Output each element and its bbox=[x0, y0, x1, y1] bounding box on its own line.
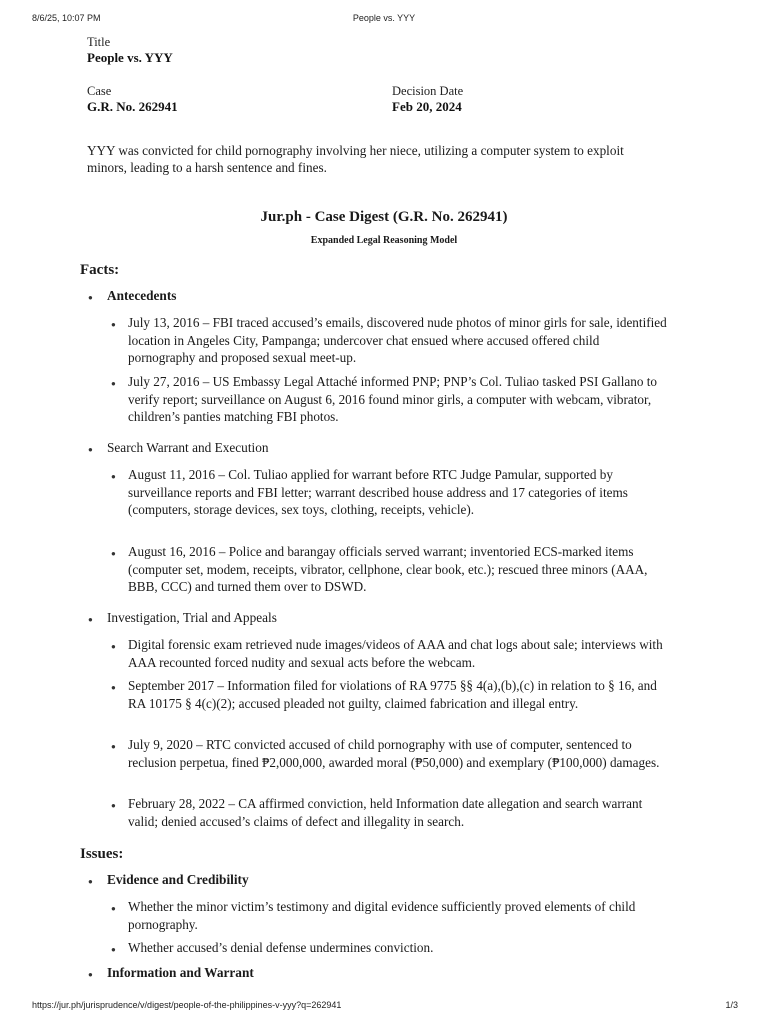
bullet-icon: ● bbox=[88, 615, 93, 624]
bullet-icon: ● bbox=[88, 293, 93, 302]
case-label: Case bbox=[87, 84, 112, 98]
bullet-icon: ● bbox=[111, 945, 116, 954]
digest-title: Jur.ph - Case Digest (G.R. No. 262941) bbox=[260, 209, 508, 225]
digest-subtitle: Expanded Legal Reasoning Model bbox=[310, 235, 458, 246]
issues-heading: Issues: bbox=[80, 846, 124, 862]
bullet-icon: ● bbox=[111, 904, 116, 913]
list-item: July 27, 2016 – US Embassy Legal Attaché informed PNP; PNP’s Col. Tuliao tasked PSI Gallano to verify report; surveillance on August 6, 2016 found minor girls, a computer with webcam, vibrator, children’s panties matching FBI photos. bbox=[128, 374, 657, 424]
list-item: Whether the minor victim’s testimony and digital evidence sufficiently proved elements of child pornography. bbox=[128, 899, 636, 932]
list-item: February 28, 2022 – CA affirmed conviction, held Information date allegation and search warrant valid; denied accused’s claims of defect and illegality in search. bbox=[128, 796, 643, 829]
print-header bbox=[0, 13, 768, 25]
list-item: September 2017 – Information filed for violations of RA 9775 §§ 4(a),(b),(c) in relation to § 16, and RA 10175 § 4(c)(2); accused pleaded not guilty, claimed fabrication and illegal entry. bbox=[128, 678, 657, 711]
bullet-icon: ● bbox=[111, 642, 116, 651]
bullet-icon: ● bbox=[88, 445, 93, 454]
bullet-icon: ● bbox=[88, 970, 93, 979]
list-item: Digital forensic exam retrieved nude images/videos of AAA and chat logs about sale; interviews with AAA recounted forced nudity and sexual acts before the webcam. bbox=[128, 637, 663, 670]
title-label: Title bbox=[87, 35, 111, 49]
facts-topic-search-warrant: Search Warrant and Execution bbox=[107, 440, 269, 455]
case-summary: YYY was convicted for child pornography involving her niece, utilizing a computer system to exploit minors, leading to a harsh sentence and fines. bbox=[87, 143, 624, 175]
case-value: G.R. No. 262941 bbox=[87, 99, 178, 114]
list-item: Whether accused’s denial defense undermines conviction. bbox=[128, 940, 434, 955]
bullet-icon: ● bbox=[111, 549, 116, 558]
decision-date-label: Decision Date bbox=[392, 84, 464, 98]
title-value: People vs. YYY bbox=[87, 50, 173, 65]
issues-topic-information-warrant: Information and Warrant bbox=[107, 965, 254, 980]
print-footer bbox=[0, 1000, 768, 1012]
bullet-icon: ● bbox=[111, 801, 116, 810]
facts-heading: Facts: bbox=[80, 262, 120, 278]
facts-topic-antecedents: Antecedents bbox=[107, 288, 177, 303]
bullet-icon: ● bbox=[111, 320, 116, 329]
facts-topic-investigation: Investigation, Trial and Appeals bbox=[107, 610, 277, 625]
print-title: People vs. YYY bbox=[352, 13, 416, 23]
bullet-icon: ● bbox=[88, 877, 93, 886]
page-url: https://jur.ph/jurisprudence/v/digest/people-of-the-philippines-v-yyy?q=262941 bbox=[32, 1000, 342, 1010]
list-item: August 16, 2016 – Police and barangay officials served warrant; inventoried ECS-marked items (computer set, modem, receipts, vibrator, cellphone, clear book, etc.); rescued three minors (AAA, BBB, CCC) and turned them over to DSWD. bbox=[128, 544, 648, 594]
list-item: July 9, 2020 – RTC convicted accused of child pornography with use of computer, sentenced to reclusion perpetua, fined ₱2,000,000, awarded moral (₱50,000) and exemplary (₱100,000) damages. bbox=[128, 737, 660, 770]
issues-topic-evidence: Evidence and Credibility bbox=[107, 872, 249, 887]
bullet-icon: ● bbox=[111, 379, 116, 388]
list-item: July 13, 2016 – FBI traced accused’s emails, discovered nude photos of minor girls for sale, identified location in Angeles City, Pampanga; undercover chat ensued where accused offered child pornography and proposed sexual meet-up. bbox=[128, 315, 667, 365]
list-item: August 11, 2016 – Col. Tuliao applied for warrant before RTC Judge Pamular, supported by surveillance reports and FBI letter; warrant described house address and 17 categories of items (computers, storage devices, sex toys, clothing, receipts, vehicle). bbox=[128, 467, 628, 517]
bullet-icon: ● bbox=[111, 742, 116, 751]
bullet-icon: ● bbox=[111, 472, 116, 481]
page-number: 1/3 bbox=[725, 1000, 738, 1010]
decision-date-value: Feb 20, 2024 bbox=[392, 99, 462, 114]
print-datetime: 8/6/25, 10:07 PM bbox=[32, 13, 101, 23]
bullet-icon: ● bbox=[111, 683, 116, 692]
